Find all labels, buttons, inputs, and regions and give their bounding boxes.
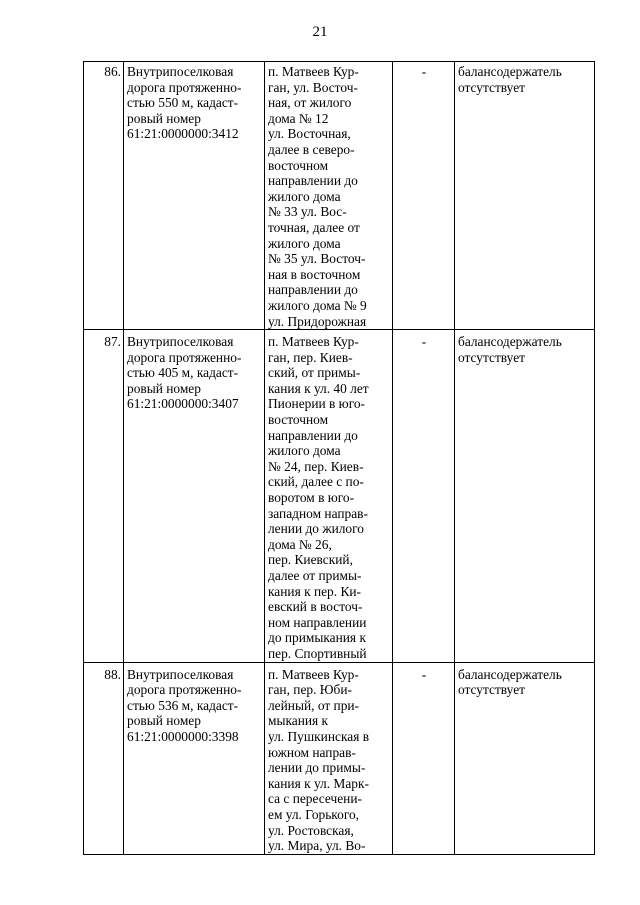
road-name-line: дорога протяженно- [127,682,242,698]
road-location-line: пер. Спортивный [268,645,367,661]
road-location-line: Пионерии в юго- [268,396,366,412]
road-location-line: направлении до [268,427,358,443]
road-location-line: ган, пер. Киев- [268,349,353,365]
road-location-line: далее от примы- [268,568,362,583]
road-name-line: 61:21:0000000:3407 [127,396,239,412]
road-location-line: воротом в юго- [268,490,355,506]
road-location-line: ная, от жилого [268,95,352,111]
road-location-cell [265,62,393,330]
road-name-line: дорога протяженно- [127,349,242,365]
owner-line: балансодержатель [458,666,562,682]
road-location-line: ул. Пушкинская в [268,728,370,744]
owner-cell [455,662,595,854]
road-location-line: кания к ул. Марк- [268,775,369,791]
road-location-cell [265,662,393,854]
road-location-line: жилого дома [268,443,341,459]
row-number: 87. [84,330,124,662]
empty-value-cell: - [393,62,455,330]
road-name-line: ровый номер [127,713,201,729]
road-location-line: жилого дома № 9 [268,297,367,313]
road-name-line: стью 536 м, кадаст- [127,697,239,713]
road-location-line: мыкания к [268,713,329,729]
road-location-line: направлении до [268,282,358,298]
owner-cell [455,330,595,662]
road-location-line: ем ул. Горького, [268,806,360,822]
road-location-line: направлении до [268,173,358,189]
road-location-line: ский, далее с по- [268,474,364,490]
road-location-line: ган, ул. Восточ- [268,79,358,95]
road-name-line: Внутрипоселковая [127,334,234,350]
road-name-line: 61:21:0000000:3398 [127,728,239,744]
road-location-line: ский, от примы- [268,365,361,381]
road-location-line: западном направ- [268,505,368,521]
table-row [84,62,595,330]
page-number: 21 [312,24,328,40]
road-name-line: стью 405 м, кадаст- [127,365,239,381]
road-location-line: ул. Восточная, [268,126,351,142]
road-location-line: точная, далее от [268,219,360,235]
road-name-line: 61:21:0000000:3412 [127,126,239,142]
road-location-cell [265,330,393,662]
owner-line: отсутствует [458,79,525,95]
road-location-line: кания к пер. Ки- [268,583,361,599]
roads-registry-table [83,61,595,855]
road-location-line: ул. Ростовская, [268,822,354,838]
table-row [84,330,595,662]
owner-line: балансодержатель [458,64,562,79]
road-name-line: ровый номер [127,380,201,396]
road-name-cell [124,330,265,662]
road-location-line: далее в северо- [268,141,355,157]
road-location-line: лении до жилого [268,521,364,537]
road-location-line: дома № 26, [268,536,332,552]
road-location-line: восточном [268,157,329,173]
owner-cell [455,62,595,330]
road-name-cell [124,62,265,330]
road-location-line: № 35 ул. Восточ- [268,251,366,267]
road-name-line: Внутрипоселковая [127,666,234,682]
row-number: 86. [84,62,124,330]
road-location-line: ул. Мира, ул. Во- [268,838,366,854]
road-name-line: дорога протяженно- [127,79,242,95]
road-location-line: п. Матвеев Кур- [268,64,359,79]
road-location-line: жилого дома [268,188,341,204]
road-location-line: п. Матвеев Кур- [268,334,359,350]
table-row [84,662,595,854]
road-location-line: ул. Придорожная [268,313,367,329]
road-name-line: ровый номер [127,110,201,126]
road-location-line: п. Матвеев Кур- [268,666,359,682]
road-location-line: дома № 12 [268,110,329,126]
road-location-line: жилого дома [268,235,341,251]
road-location-line: пер. Киевский, [268,552,353,568]
empty-value-cell: - [393,662,455,854]
road-location-line: № 24, пер. Киев- [268,458,364,474]
owner-line: балансодержатель [458,334,562,350]
road-location-line: южном направ- [268,744,356,760]
road-location-line: кания к ул. 40 лет [268,380,369,396]
road-location-line: восточном [268,412,329,428]
road-name-line: стью 550 м, кадаст- [127,95,239,111]
road-location-line: лении до примы- [268,760,366,776]
road-location-line: са с пересечени- [268,791,362,807]
owner-line: отсутствует [458,349,525,365]
road-location-line: лейный, от при- [268,697,360,713]
road-name-cell [124,662,265,854]
registry-body [84,62,595,855]
road-location-line: ном направлении [268,614,367,630]
row-number: 88. [84,662,124,854]
road-name-line: Внутрипоселковая [127,64,234,79]
road-location-line: до примыкания к [268,630,366,646]
road-location-line: № 33 ул. Вос- [268,204,347,220]
road-location-line: ган, пер. Юби- [268,682,352,698]
road-location-line: ная в восточном [268,266,361,282]
empty-value-cell: - [393,330,455,662]
road-location-line: евский в восточ- [268,599,363,615]
owner-line: отсутствует [458,682,525,698]
